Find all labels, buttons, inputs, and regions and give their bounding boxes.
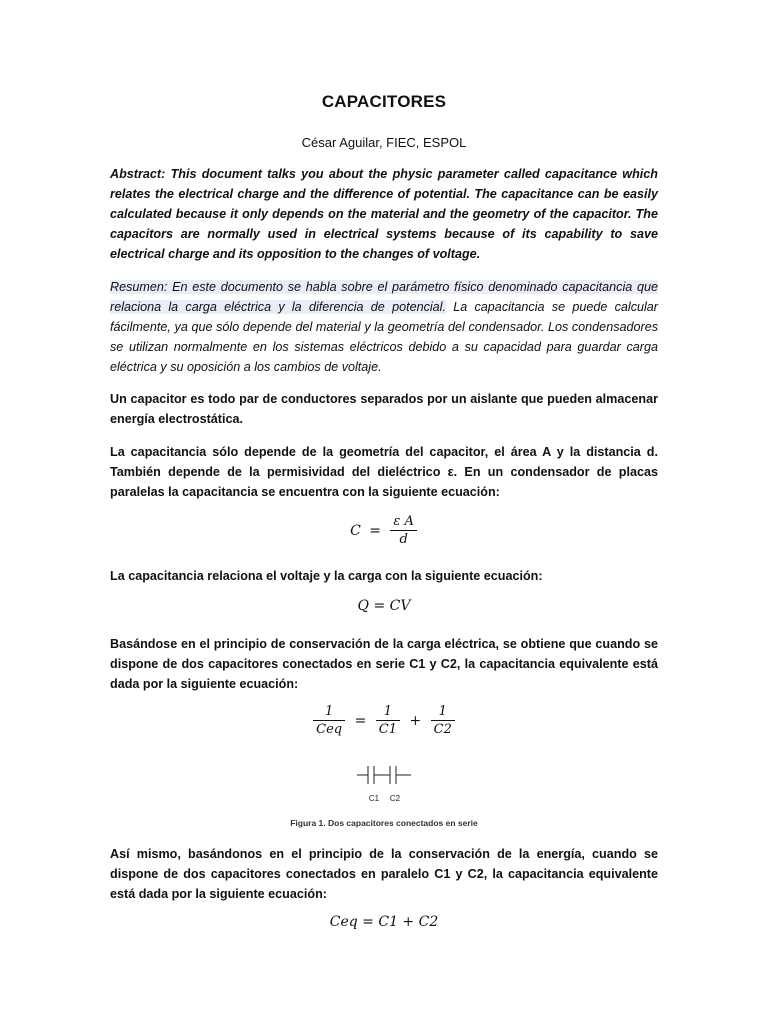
eq-c-fraction <box>390 514 417 547</box>
eq-c-denominator: d <box>399 532 408 547</box>
eq-s-lhs-num: 1 <box>313 704 345 721</box>
charge-equation: Q = CV <box>357 598 411 614</box>
eq-s-equals: = <box>354 712 367 729</box>
body-paragraph-5: Así mismo, basándonos en el principio de la conservación de la energía, cuando se dispone de dos capacitores conectados en paralelo C1 y C2, la capacitancia equivalente está dada por la siguiente ecuación: <box>110 847 658 901</box>
eq-s-t2-num: 1 <box>431 704 455 721</box>
resumen-highlighted-text: Resumen: En este documento se habla sobre el parámetro físico denominado capacitancia que relaciona la carga eléctrica y la diferencia de potencial. <box>110 280 658 314</box>
eq-s-term2-fraction <box>431 704 455 737</box>
series-capacitors-diagram <box>355 762 415 806</box>
eq-s-term1-fraction <box>376 704 400 737</box>
parallel-equation: Ceq = C1 + C2 <box>329 914 439 930</box>
figure-caption: Figura 1. Dos capacitores conectados en serie <box>290 818 478 828</box>
eq-s-lhs-fraction <box>313 704 345 737</box>
body-paragraph-3: La capacitancia relaciona el voltaje y la carga con la siguiente ecuación: <box>110 569 543 583</box>
eq-c-lhs: C <box>350 522 361 539</box>
eq-s-t2-den: C2 <box>433 722 452 737</box>
body-paragraph-4: Basándose en el principio de conservación de la carga eléctrica, se obtiene que cuando se dispone de dos capacitores conectados en serie C1 y C2, la capacitancia equivalente está dada por la siguiente ecuación: <box>110 637 658 691</box>
eq-s-t1-den: C1 <box>378 722 397 737</box>
series-equation <box>0 704 768 737</box>
label-c1: C1 <box>368 794 380 803</box>
eq-c-equals: = <box>369 522 381 539</box>
eq-c-numerator: ε A <box>390 514 417 531</box>
capacitance-equation <box>0 514 768 547</box>
body-paragraph-2: La capacitancia sólo depende de la geometría del capacitor, el área A y la distancia d. También depende de la permisividad del dieléctrico ε. En un condensador de placas paralelas la capacitancia se encuentra con la siguiente ecuación: <box>110 445 658 499</box>
label-c2: C2 <box>389 794 401 803</box>
author-line: César Aguilar, FIEC, ESPOL <box>301 135 467 150</box>
resumen-paragraph <box>110 277 658 377</box>
document-title: CAPACITORES <box>321 92 447 111</box>
eq-s-lhs-den: Ceq <box>316 722 343 737</box>
abstract-paragraph: Abstract: This document talks you about the physic parameter called capacitance which relates the electrical charge and the difference of potential. The capacitance can be easily calculated because it only depends on the material and the geometry of the capacitor. The capacitors are normally used in electrical systems because of its capability to save electrical charge and its opposition to the changes of voltage. <box>110 167 658 261</box>
resumen-rest-text: La capacitancia se puede calcular fácilmente, ya que sólo depende del material y la geometría del condensador. Los condensadores se utilizan normalmente en los sistemas eléctricos debido a su capacidad para guardar carga eléctrica y su oposición a los cambios de voltaje. <box>110 300 658 374</box>
eq-s-t1-num: 1 <box>376 704 400 721</box>
eq-s-plus: + <box>409 712 422 729</box>
body-paragraph-1: Un capacitor es todo par de conductores separados por un aislante que pueden almacenar energía electrostática. <box>110 392 658 426</box>
